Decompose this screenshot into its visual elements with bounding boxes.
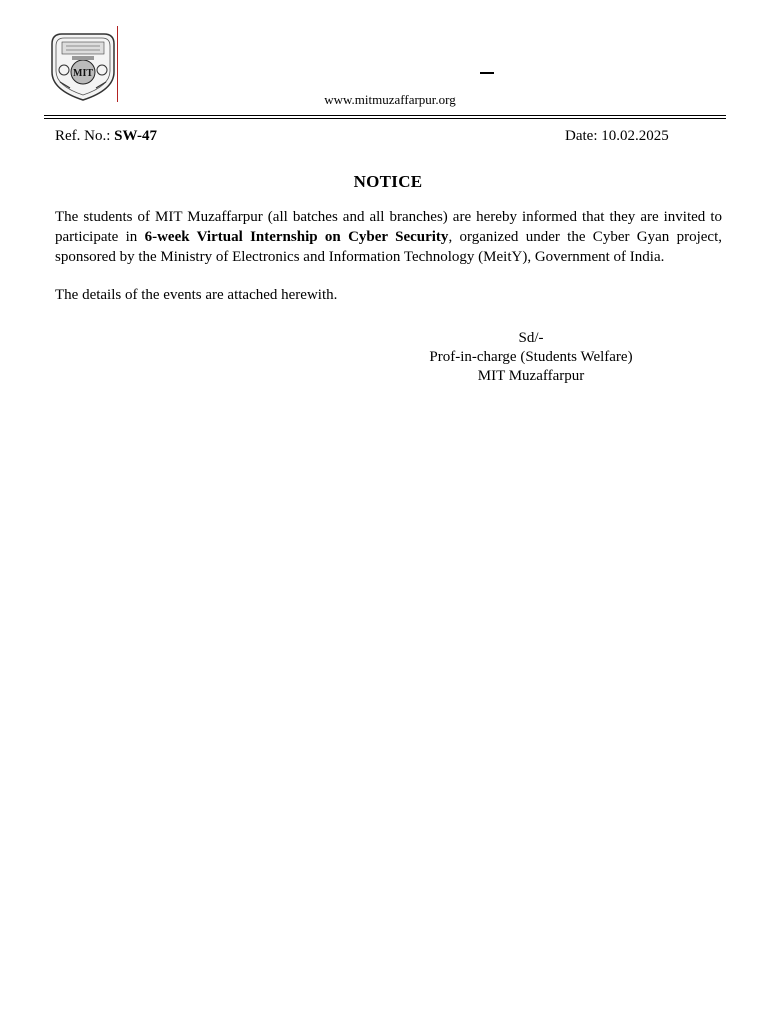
signature-designation: Prof-in-charge (Students Welfare) — [429, 349, 633, 365]
institute-crest-icon — [46, 30, 120, 102]
internship-name: 6-week Virtual Internship on Cyber Security — [144, 229, 449, 245]
notice-title: NOTICE — [353, 172, 423, 191]
header-rule-second — [44, 118, 726, 119]
signature-institution: MIT Muzaffarpur — [477, 368, 585, 384]
website-url: www.mitmuzaffarpur.org — [324, 92, 456, 107]
reference-number — [55, 128, 157, 145]
signature-sd: Sd/- — [518, 330, 544, 346]
notice-paragraph-2: The details of the events are attached herewith. — [55, 287, 338, 303]
header-rule — [44, 115, 726, 116]
notice-paragraph-1 — [55, 207, 722, 267]
paragraph-1-start: The students of MIT Muzaffarpur (all batches and all branches) are hereby informed that they are invited to participate in — [55, 209, 722, 245]
svg-text:MIT: MIT — [73, 68, 93, 79]
notice-date: Date: 10.02.2025 — [565, 128, 669, 144]
signature-block — [420, 329, 642, 386]
header-divider — [117, 26, 118, 102]
paragraph-1-end: , organized under the Cyber Gyan project, sponsored by the Ministry of Electronics and Information Technology (MeitY), Government of India. — [55, 229, 722, 265]
reference-value: SW-47 — [114, 128, 157, 144]
reference-label: Ref. No.: — [55, 128, 115, 144]
header-dash — [480, 72, 494, 74]
